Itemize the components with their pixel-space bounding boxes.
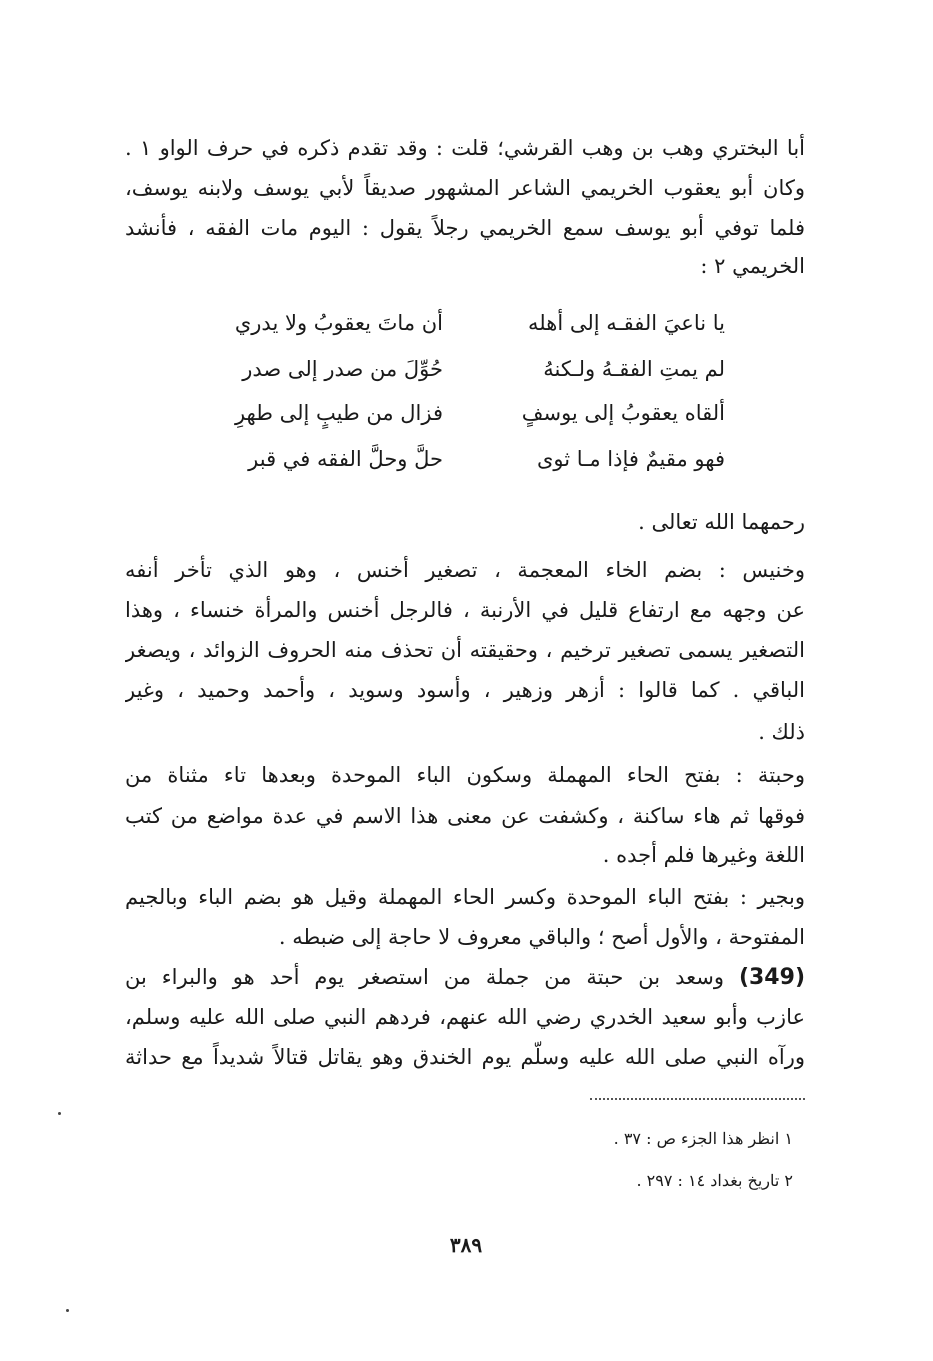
text-line: عن وجهه مع ارتفاع قليل في الأرنبة ، فالرجل أخنس والمرأة خنساء ، وهذا (125, 598, 805, 622)
text-line: وخنيس : بضم الخاء المعجمة ، تصغير أخنس ، وهو الذي تأخر أنفه (125, 558, 805, 582)
entry-first-line (125, 957, 805, 997)
text-line: وبجير : بفتح الباء الموحدة وكسر الحاء المهملة وقيل هو بضم الباء وبالجيم (125, 885, 805, 909)
entry-number: (349) (738, 965, 805, 990)
text-line: وكان أبو يعقوب الخريمي الشاعر المشهور صديقاً لأبي يوسف ولابنه يوسف، (125, 176, 805, 200)
text-line: الخريمي ٢ : (700, 254, 805, 278)
text-line: التصغير يسمى تصغير ترخيم ، وحقيقته أن تحذف منه الحروف الزوائد ، ويصغر (125, 638, 805, 662)
footnote: ٢ تاريخ بغداد ١٤ : ٢٩٧ . (636, 1171, 793, 1190)
poem-hemistich-right: لم يمتِ الفقـهُ ولـكنهُ (543, 357, 725, 381)
scan-speck (66, 1309, 69, 1312)
scan-speck (58, 1112, 61, 1115)
entry-text: وسعد بن حبتة من جملة من استصغر يوم أحد هو والبراء بن (125, 965, 724, 989)
text-line: ورآه النبي صلى الله عليه وسلّم يوم الخندق وهو يقاتل قتالاً شديداً مع حداثة (125, 1045, 805, 1069)
poem-hemistich-right: يا ناعيَ الفقـه إلى أهله (528, 311, 725, 335)
poem-hemistich-right: ألقاه يعقوبُ إلى يوسفٍ (521, 401, 725, 425)
poem-hemistich-left: فزال من طيبٍ إلى طهرِ (234, 401, 443, 425)
text-line: رحمهما الله تعالى . (638, 510, 805, 534)
text-line: اللغة وغيرها فلم أجده . (602, 843, 805, 867)
poem-hemistich-left: حلَّ وحلَّ الفقه في قبر (248, 447, 443, 471)
text-line: الباقي . كما قالوا : أزهر وزهير ، وأسود وسويد ، وأحمد وحميد ، وغير (125, 678, 805, 702)
page-number: ٣٨٩ (449, 1233, 483, 1257)
poem-hemistich-right: فهو مقيمٌ فإذا مـا ثوى (536, 447, 725, 471)
text-line: المفتوحة ، والأول أصح ؛ والباقي معروف لا حاجة إلى ضبطه . (278, 925, 805, 949)
footnote-divider (590, 1098, 805, 1100)
poem-hemistich-left: أن ماتَ يعقوبُ ولا يدري (234, 311, 443, 335)
footnote: ١ انظر هذا الجزء ص : ٣٧ . (613, 1129, 793, 1148)
text-line: عازب وأبو سعيد الخدري رضي الله عنهم، فردهم النبي صلى الله عليه وسلم، (125, 1005, 805, 1029)
text-line: وحبتة : بفتح الحاء المهملة وسكون الباء الموحدة وبعدها تاء مثناة من (125, 763, 805, 787)
text-line: فلما توفي أبو يوسف سمع الخريمي رجلاً يقول : اليوم مات الفقه ، فأنشد (125, 216, 805, 240)
poem-hemistich-left: حُوِّلَ من صدر إلى صدر (242, 357, 443, 381)
text-line: أبا البختري وهب بن وهب القرشي؛ قلت : وقد تقدم ذكره في حرف الواو ١ . (125, 136, 805, 160)
text-line: فوقها ثم هاء ساكنة ، وكشفت عن معنى هذا الاسم في عدة مواضع من كتب (125, 804, 805, 828)
text-line: ذلك . (758, 720, 805, 744)
